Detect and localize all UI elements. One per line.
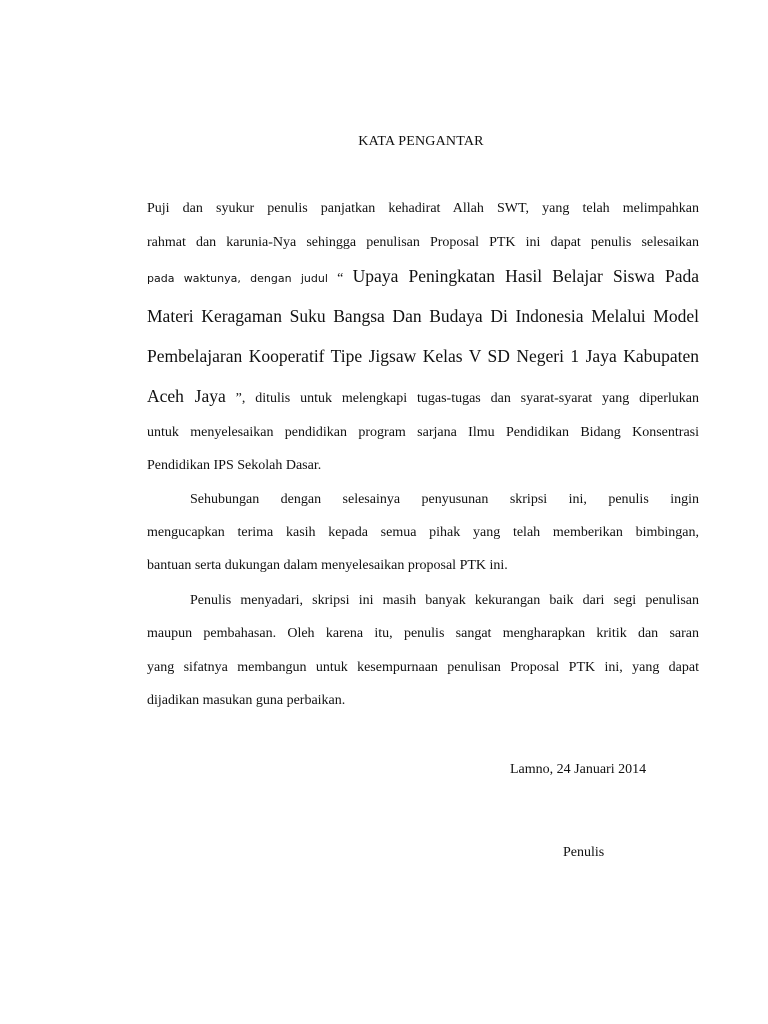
line6-title-text: Aceh Jaya: [147, 386, 226, 406]
paragraph1-line5: Pembelajaran Kooperatif Tipe Jigsaw Kelas V SD Negeri 1 Jaya Kabupaten: [147, 346, 699, 366]
closing-author: Penulis: [563, 845, 605, 860]
paragraph2-line2: mengucapkan terima kasih kepada semua pihak yang telah memberikan bimbingan,: [147, 525, 699, 540]
paragraph1-line3: [147, 266, 699, 287]
open-quote: “: [327, 271, 353, 286]
close-quote: ”,: [225, 391, 256, 406]
paragraph3-line2: maupun pembahasan. Oleh karena itu, penulis sangat mengharapkan kritik dan saran: [147, 626, 699, 641]
paragraph1-line2: rahmat dan karunia-Nya sehingga penulisan Proposal PTK ini dapat penulis selesaikan: [147, 235, 699, 250]
page-title: KATA PENGANTAR: [358, 134, 484, 149]
paragraph3-line1: Penulis menyadari, skripsi ini masih banyak kekurangan baik dari segi penulisan: [190, 593, 699, 608]
paragraph3-line4: dijadikan masukan guna perbaikan.: [147, 693, 346, 708]
line3-title-text: Upaya Peningkatan Hasil Belajar Siswa Pada: [352, 266, 699, 286]
paragraph1-line1: Puji dan syukur penulis panjatkan kehadirat Allah SWT, yang telah melimpahkan: [147, 201, 699, 216]
closing-place-date: Lamno, 24 Januari 2014: [510, 762, 647, 777]
paragraph1-line6: [147, 386, 699, 407]
paragraph2-line1: Sehubungan dengan selesainya penyusunan skripsi ini, penulis ingin: [190, 492, 699, 507]
paragraph3-line3: yang sifatnya membangun untuk kesempurnaan penulisan Proposal PTK ini, yang dapat: [147, 660, 699, 675]
paragraph2-line3: bantuan serta dukungan dalam menyelesaikan proposal PTK ini.: [147, 558, 508, 573]
line6-rest-text: ditulis untuk melengkapi tugas-tugas dan syarat-syarat yang diperlukan: [255, 391, 699, 406]
paragraph1-line8: Pendidikan IPS Sekolah Dasar.: [147, 458, 322, 473]
paragraph1-line4: Materi Keragaman Suku Bangsa Dan Budaya Di Indonesia Melalui Model: [147, 306, 699, 326]
line3-small-text: pada waktunya, dengan judul: [147, 272, 328, 285]
paragraph1-line7: untuk menyelesaikan pendidikan program sarjana Ilmu Pendidikan Bidang Konsentrasi: [147, 425, 699, 440]
